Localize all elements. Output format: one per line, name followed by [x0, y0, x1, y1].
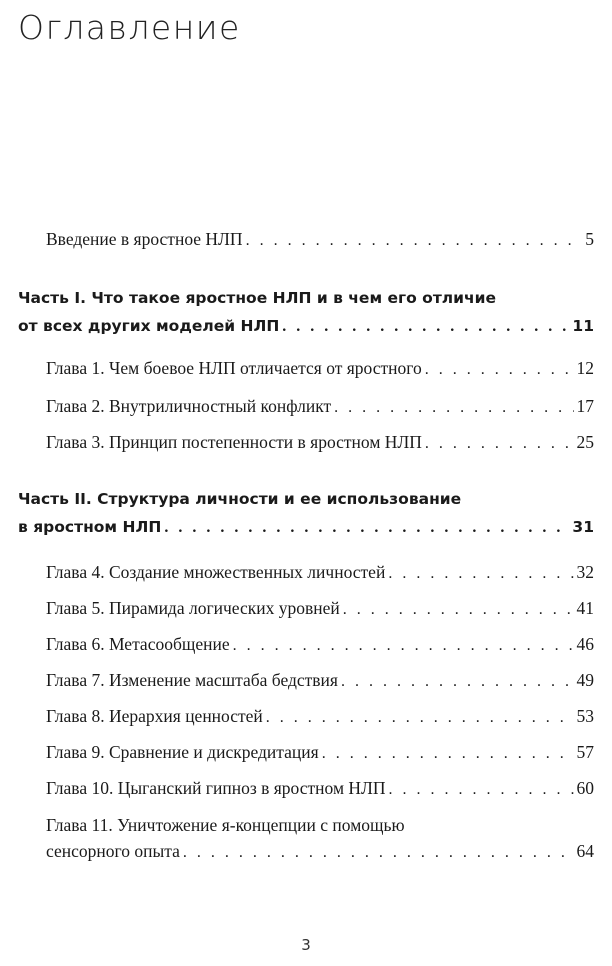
toc-entry-page: 12: [576, 358, 594, 378]
toc-entry-page: 25: [576, 432, 594, 452]
toc-entry-label: Глава 9. Сравнение и дискредитация: [46, 742, 319, 762]
toc-entry-label: Глава 10. Цыганский гипноз в яростном НЛП: [46, 778, 386, 798]
toc-entry-page: 5: [585, 229, 594, 249]
toc-entry-page: 11: [572, 317, 594, 335]
toc-entry-label: сенсорного опыта: [46, 841, 180, 861]
toc-entry-part-2[interactable]: [18, 518, 594, 537]
toc-entry-page: 64: [576, 841, 594, 861]
toc-entry-label: Глава 1. Чем боевое НЛП отличается от яростного: [46, 358, 422, 378]
leader-dots: [425, 435, 574, 453]
toc-entry-introduction[interactable]: [46, 229, 594, 250]
toc-entry-label: Глава 4. Создание множественных личностей: [46, 562, 386, 582]
toc-entry-label: Глава 2. Внутриличностный конфликт: [46, 396, 332, 416]
page-title: Оглавление: [18, 8, 241, 47]
leader-dots: [389, 781, 574, 799]
toc-entry-label: Глава 7. Изменение масштаба бедствия: [46, 670, 338, 690]
toc-entry-label: Введение в яростное НЛП: [46, 229, 243, 249]
toc-entry-chapter-11[interactable]: [46, 841, 594, 862]
leader-dots: [233, 637, 574, 655]
toc-entry-part-1[interactable]: [18, 317, 594, 336]
leader-dots: [282, 318, 569, 336]
toc-entry-chapter-6[interactable]: [46, 634, 594, 655]
toc-entry-chapter-7[interactable]: [46, 670, 594, 691]
leader-dots: [425, 361, 574, 379]
part-1-title[interactable]: Часть I. Что такое яростное НЛП и в чем его отличие: [18, 289, 497, 307]
leader-dots: [246, 232, 583, 250]
toc-entry-label: в яростном НЛП: [18, 518, 162, 536]
toc-entry-label: Глава 6. Метасообщение: [46, 634, 230, 654]
toc-entry-label: от всех других моделей НЛП: [18, 317, 280, 335]
toc-entry-chapter-3[interactable]: [46, 432, 594, 453]
toc-entry-chapter-4[interactable]: [46, 562, 594, 583]
leader-dots: [343, 601, 574, 619]
toc-entry-chapter-5[interactable]: [46, 598, 594, 619]
toc-entry-chapter-2[interactable]: [46, 396, 594, 417]
leader-dots: [266, 709, 574, 727]
toc-entry-label: Глава 3. Принцип постепенности в яростном НЛП: [46, 432, 422, 452]
toc-entry-page: 46: [576, 634, 594, 654]
leader-dots: [322, 745, 574, 763]
toc-entry-page: 57: [576, 742, 594, 762]
toc-entry-page: 32: [576, 562, 594, 582]
toc-entry-chapter-8[interactable]: [46, 706, 594, 727]
toc-entry-chapter-10[interactable]: [46, 778, 594, 799]
toc-entry-page: 60: [576, 778, 594, 798]
toc-entry-label: Глава 5. Пирамида логических уровней: [46, 598, 340, 618]
toc-entry-label: Глава 8. Иерархия ценностей: [46, 706, 263, 726]
toc-entry-chapter-9[interactable]: [46, 742, 594, 763]
toc-entry-chapter-1[interactable]: [46, 358, 594, 379]
toc-entry-page: 41: [576, 598, 594, 618]
leader-dots: [164, 519, 569, 537]
toc-entry-page: 17: [576, 396, 594, 416]
chapter-11-title[interactable]: Глава 11. Уничтожение я-концепции с помощью: [46, 815, 405, 835]
page-number: 3: [301, 936, 311, 954]
leader-dots: [388, 565, 573, 583]
leader-dots: [341, 673, 574, 691]
leader-dots: [334, 399, 573, 417]
part-2-title[interactable]: Часть II. Структура личности и ее использование: [18, 490, 462, 508]
leader-dots: [183, 844, 574, 862]
toc-entry-page: 31: [572, 518, 594, 536]
toc-entry-page: 49: [576, 670, 594, 690]
toc-entry-page: 53: [576, 706, 594, 726]
